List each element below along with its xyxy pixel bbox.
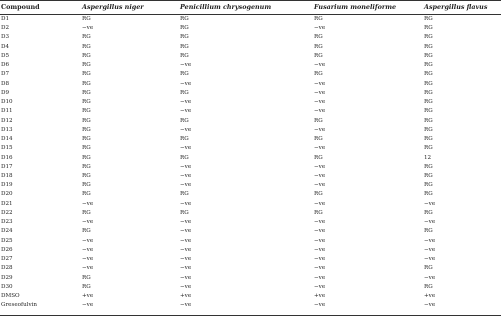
cell-fusarium-moneliforme: RG xyxy=(314,43,323,50)
table-row xyxy=(0,209,501,218)
cell-compound: D15 xyxy=(1,145,13,152)
cell-penicillium-chrysogenum: −ve xyxy=(180,283,192,290)
cell-fusarium-moneliforme: RG xyxy=(314,16,323,22)
cell-compound: D21 xyxy=(1,200,13,207)
cell-penicillium-chrysogenum: −ve xyxy=(180,126,192,133)
header-fusarium-moneliforme: Fusarium moneliforme xyxy=(314,3,397,11)
cell-aspergillus-flavus: −ve xyxy=(424,256,436,263)
cell-compound: D6 xyxy=(1,62,10,69)
cell-compound: D28 xyxy=(1,265,13,272)
cell-fusarium-moneliforme: −ve xyxy=(314,274,326,281)
cell-compound: D13 xyxy=(1,126,13,133)
cell-fusarium-moneliforme: −ve xyxy=(314,145,326,152)
table-row xyxy=(0,154,501,163)
header-aspergillus-niger: Aspergillus niger xyxy=(82,3,144,11)
cell-fusarium-moneliforme: RG xyxy=(314,71,323,78)
cell-aspergillus-flavus: RG xyxy=(424,89,433,96)
table-body xyxy=(0,14,501,311)
table-row xyxy=(0,181,501,190)
cell-fusarium-moneliforme: −ve xyxy=(314,126,326,133)
table-row xyxy=(0,264,501,273)
table-row xyxy=(0,33,501,42)
cell-aspergillus-flavus: +ve xyxy=(424,293,436,300)
cell-fusarium-moneliforme: −ve xyxy=(314,265,326,272)
table-row xyxy=(0,144,501,153)
table-row xyxy=(0,98,501,107)
cell-compound: D7 xyxy=(1,71,10,78)
cell-aspergillus-niger: RG xyxy=(82,80,91,87)
cell-aspergillus-flavus: RG xyxy=(424,62,433,69)
cell-aspergillus-flavus: −ve xyxy=(424,302,436,309)
cell-aspergillus-niger: RG xyxy=(82,182,91,189)
cell-penicillium-chrysogenum: −ve xyxy=(180,172,192,179)
cell-aspergillus-niger: RG xyxy=(82,172,91,179)
cell-fusarium-moneliforme: −ve xyxy=(314,172,326,179)
cell-aspergillus-niger: RG xyxy=(82,126,91,133)
table-row xyxy=(0,283,501,292)
cell-aspergillus-niger: RG xyxy=(82,274,91,281)
cell-aspergillus-niger: RG xyxy=(82,117,91,124)
table-row xyxy=(0,126,501,135)
header-row xyxy=(0,0,501,14)
table-row xyxy=(0,301,501,310)
table-row xyxy=(0,255,501,264)
cell-compound: D17 xyxy=(1,163,13,170)
cell-compound: D20 xyxy=(1,191,13,198)
cell-aspergillus-niger: RG xyxy=(82,99,91,106)
cell-fusarium-moneliforme: −ve xyxy=(314,246,326,253)
cell-aspergillus-niger: RG xyxy=(82,71,91,78)
cell-aspergillus-niger: RG xyxy=(82,145,91,152)
cell-fusarium-moneliforme: −ve xyxy=(314,62,326,69)
cell-compound: D3 xyxy=(1,34,10,41)
cell-penicillium-chrysogenum: −ve xyxy=(180,99,192,106)
cell-penicillium-chrysogenum: RG xyxy=(180,117,189,124)
table-row xyxy=(0,43,501,52)
table-row xyxy=(0,107,501,116)
cell-aspergillus-flavus: RG xyxy=(424,25,433,32)
cell-compound: D29 xyxy=(1,274,13,281)
table-row xyxy=(0,70,501,79)
table-row xyxy=(0,227,501,236)
cell-compound: D11 xyxy=(1,108,13,115)
cell-aspergillus-niger: −ve xyxy=(82,25,94,32)
cell-penicillium-chrysogenum: RG xyxy=(180,136,189,143)
cell-aspergillus-niger: RG xyxy=(82,163,91,170)
cell-aspergillus-flavus: RG xyxy=(424,145,433,152)
cell-compound: D14 xyxy=(1,136,13,143)
cell-penicillium-chrysogenum: RG xyxy=(180,34,189,41)
cell-fusarium-moneliforme: RG xyxy=(314,136,323,143)
cell-penicillium-chrysogenum: RG xyxy=(180,43,189,50)
cell-fusarium-moneliforme: RG xyxy=(314,117,323,124)
cell-aspergillus-flavus: RG xyxy=(424,71,433,78)
cell-aspergillus-flavus: −ve xyxy=(424,274,436,281)
cell-aspergillus-flavus: RG xyxy=(424,191,433,198)
cell-aspergillus-flavus: RG xyxy=(424,126,433,133)
table-row xyxy=(0,14,501,24)
cell-aspergillus-niger: RG xyxy=(82,89,91,96)
table-row xyxy=(0,135,501,144)
cell-compound: D16 xyxy=(1,154,13,161)
table-bottom-rule xyxy=(0,315,501,316)
cell-aspergillus-flavus: RG xyxy=(424,117,433,124)
cell-fusarium-moneliforme: RG xyxy=(314,34,323,41)
cell-aspergillus-flavus: RG xyxy=(424,172,433,179)
cell-compound: D23 xyxy=(1,219,13,226)
cell-aspergillus-niger: RG xyxy=(82,283,91,290)
cell-compound: D26 xyxy=(1,246,13,253)
cell-penicillium-chrysogenum: RG xyxy=(180,89,189,96)
cell-fusarium-moneliforme: +ve xyxy=(314,293,326,300)
table-row xyxy=(0,237,501,246)
cell-aspergillus-niger: −ve xyxy=(82,302,94,309)
cell-aspergillus-niger: RG xyxy=(82,209,91,216)
cell-aspergillus-niger: RG xyxy=(82,34,91,41)
cell-penicillium-chrysogenum: −ve xyxy=(180,80,192,87)
cell-fusarium-moneliforme: RG xyxy=(314,209,323,216)
cell-aspergillus-flavus: RG xyxy=(424,99,433,106)
cell-aspergillus-flavus: RG xyxy=(424,80,433,87)
cell-compound: D5 xyxy=(1,52,10,59)
cell-aspergillus-niger: RG xyxy=(82,108,91,115)
cell-aspergillus-flavus: RG xyxy=(424,283,433,290)
cell-aspergillus-flavus: −ve xyxy=(424,200,436,207)
cell-compound: D19 xyxy=(1,182,13,189)
cell-compound: D27 xyxy=(1,256,13,263)
cell-aspergillus-flavus: RG xyxy=(424,108,433,115)
cell-fusarium-moneliforme: −ve xyxy=(314,89,326,96)
cell-aspergillus-niger: RG xyxy=(82,191,91,198)
cell-compound: D25 xyxy=(1,237,13,244)
cell-compound: D24 xyxy=(1,228,13,235)
cell-aspergillus-niger: −ve xyxy=(82,237,94,244)
cell-fusarium-moneliforme: −ve xyxy=(314,108,326,115)
cell-penicillium-chrysogenum: −ve xyxy=(180,108,192,115)
cell-compound: D4 xyxy=(1,43,10,50)
cell-compound: D22 xyxy=(1,209,13,216)
cell-penicillium-chrysogenum: −ve xyxy=(180,200,192,207)
cell-aspergillus-flavus: RG xyxy=(424,136,433,143)
cell-compound: DMSO xyxy=(1,293,20,300)
header-compound: Compound xyxy=(1,3,40,11)
cell-penicillium-chrysogenum: −ve xyxy=(180,302,192,309)
cell-penicillium-chrysogenum: RG xyxy=(180,191,189,198)
cell-aspergillus-flavus: 12 xyxy=(424,154,432,161)
table-row xyxy=(0,163,501,172)
cell-aspergillus-flavus: RG xyxy=(424,163,433,170)
cell-aspergillus-flavus: RG xyxy=(424,16,433,22)
cell-fusarium-moneliforme: −ve xyxy=(314,25,326,32)
cell-penicillium-chrysogenum: RG xyxy=(180,16,189,22)
table-row xyxy=(0,52,501,61)
cell-fusarium-moneliforme: RG xyxy=(314,191,323,198)
cell-compound: D12 xyxy=(1,117,13,124)
cell-penicillium-chrysogenum: −ve xyxy=(180,163,192,170)
cell-aspergillus-flavus: RG xyxy=(424,265,433,272)
cell-compound: D8 xyxy=(1,80,10,87)
table-row xyxy=(0,246,501,255)
cell-penicillium-chrysogenum: −ve xyxy=(180,62,192,69)
cell-penicillium-chrysogenum: −ve xyxy=(180,219,192,226)
cell-aspergillus-flavus: RG xyxy=(424,209,433,216)
cell-aspergillus-niger: RG xyxy=(82,154,91,161)
cell-penicillium-chrysogenum: RG xyxy=(180,154,189,161)
cell-penicillium-chrysogenum: −ve xyxy=(180,237,192,244)
header-penicillium-chrysogenum: Penicillium chrysogenum xyxy=(180,3,272,11)
header-aspergillus-flavus: Aspergillus flavus xyxy=(424,3,488,11)
cell-aspergillus-niger: RG xyxy=(82,43,91,50)
cell-aspergillus-niger: −ve xyxy=(82,256,94,263)
cell-aspergillus-niger: +ve xyxy=(82,293,94,300)
cell-fusarium-moneliforme: RG xyxy=(314,154,323,161)
cell-aspergillus-niger: RG xyxy=(82,228,91,235)
table-row xyxy=(0,218,501,227)
cell-fusarium-moneliforme: RG xyxy=(314,52,323,59)
cell-compound: D30 xyxy=(1,283,13,290)
cell-compound: D9 xyxy=(1,89,10,96)
table-row xyxy=(0,61,501,70)
cell-penicillium-chrysogenum: −ve xyxy=(180,265,192,272)
cell-aspergillus-niger: −ve xyxy=(82,265,94,272)
cell-penicillium-chrysogenum: −ve xyxy=(180,256,192,263)
cell-aspergillus-niger: RG xyxy=(82,136,91,143)
cell-aspergillus-flavus: RG xyxy=(424,34,433,41)
cell-fusarium-moneliforme: −ve xyxy=(314,219,326,226)
cell-penicillium-chrysogenum: RG xyxy=(180,209,189,216)
cell-fusarium-moneliforme: −ve xyxy=(314,163,326,170)
cell-penicillium-chrysogenum: −ve xyxy=(180,145,192,152)
table-row xyxy=(0,292,501,301)
cell-fusarium-moneliforme: −ve xyxy=(314,256,326,263)
table-row xyxy=(0,24,501,33)
cell-penicillium-chrysogenum: RG xyxy=(180,25,189,32)
table-row xyxy=(0,80,501,89)
table-row xyxy=(0,89,501,98)
cell-aspergillus-niger: −ve xyxy=(82,246,94,253)
cell-fusarium-moneliforme: −ve xyxy=(314,302,326,309)
cell-penicillium-chrysogenum: −ve xyxy=(180,182,192,189)
cell-aspergillus-niger: −ve xyxy=(82,200,94,207)
cell-aspergillus-niger: −ve xyxy=(82,219,94,226)
table-row xyxy=(0,274,501,283)
table-header xyxy=(0,0,501,14)
table-row xyxy=(0,190,501,199)
cell-compound: D10 xyxy=(1,99,13,106)
cell-fusarium-moneliforme: −ve xyxy=(314,200,326,207)
cell-compound: D18 xyxy=(1,172,13,179)
cell-fusarium-moneliforme: −ve xyxy=(314,80,326,87)
cell-aspergillus-niger: RG xyxy=(82,16,91,22)
table-row xyxy=(0,117,501,126)
cell-penicillium-chrysogenum: RG xyxy=(180,52,189,59)
cell-compound: D2 xyxy=(1,25,10,32)
cell-penicillium-chrysogenum: −ve xyxy=(180,274,192,281)
cell-fusarium-moneliforme: −ve xyxy=(314,283,326,290)
cell-aspergillus-niger: RG xyxy=(82,52,91,59)
cell-compound: Greseofulvin xyxy=(1,302,38,309)
table-row xyxy=(0,172,501,181)
cell-fusarium-moneliforme: −ve xyxy=(314,237,326,244)
table-row xyxy=(0,200,501,209)
cell-aspergillus-flavus: RG xyxy=(424,182,433,189)
cell-compound: D1 xyxy=(1,16,10,22)
cell-fusarium-moneliforme: −ve xyxy=(314,182,326,189)
cell-aspergillus-niger: RG xyxy=(82,62,91,69)
cell-fusarium-moneliforme: −ve xyxy=(314,228,326,235)
cell-aspergillus-flavus: RG xyxy=(424,43,433,50)
cell-aspergillus-flavus: RG xyxy=(424,52,433,59)
cell-aspergillus-flavus: −ve xyxy=(424,237,436,244)
cell-penicillium-chrysogenum: −ve xyxy=(180,246,192,253)
cell-aspergillus-flavus: −ve xyxy=(424,246,436,253)
cell-penicillium-chrysogenum: −ve xyxy=(180,228,192,235)
cell-penicillium-chrysogenum: RG xyxy=(180,71,189,78)
cell-aspergillus-flavus: RG xyxy=(424,228,433,235)
cell-aspergillus-flavus: −ve xyxy=(424,219,436,226)
cell-fusarium-moneliforme: −ve xyxy=(314,99,326,106)
cell-penicillium-chrysogenum: +ve xyxy=(180,293,192,300)
